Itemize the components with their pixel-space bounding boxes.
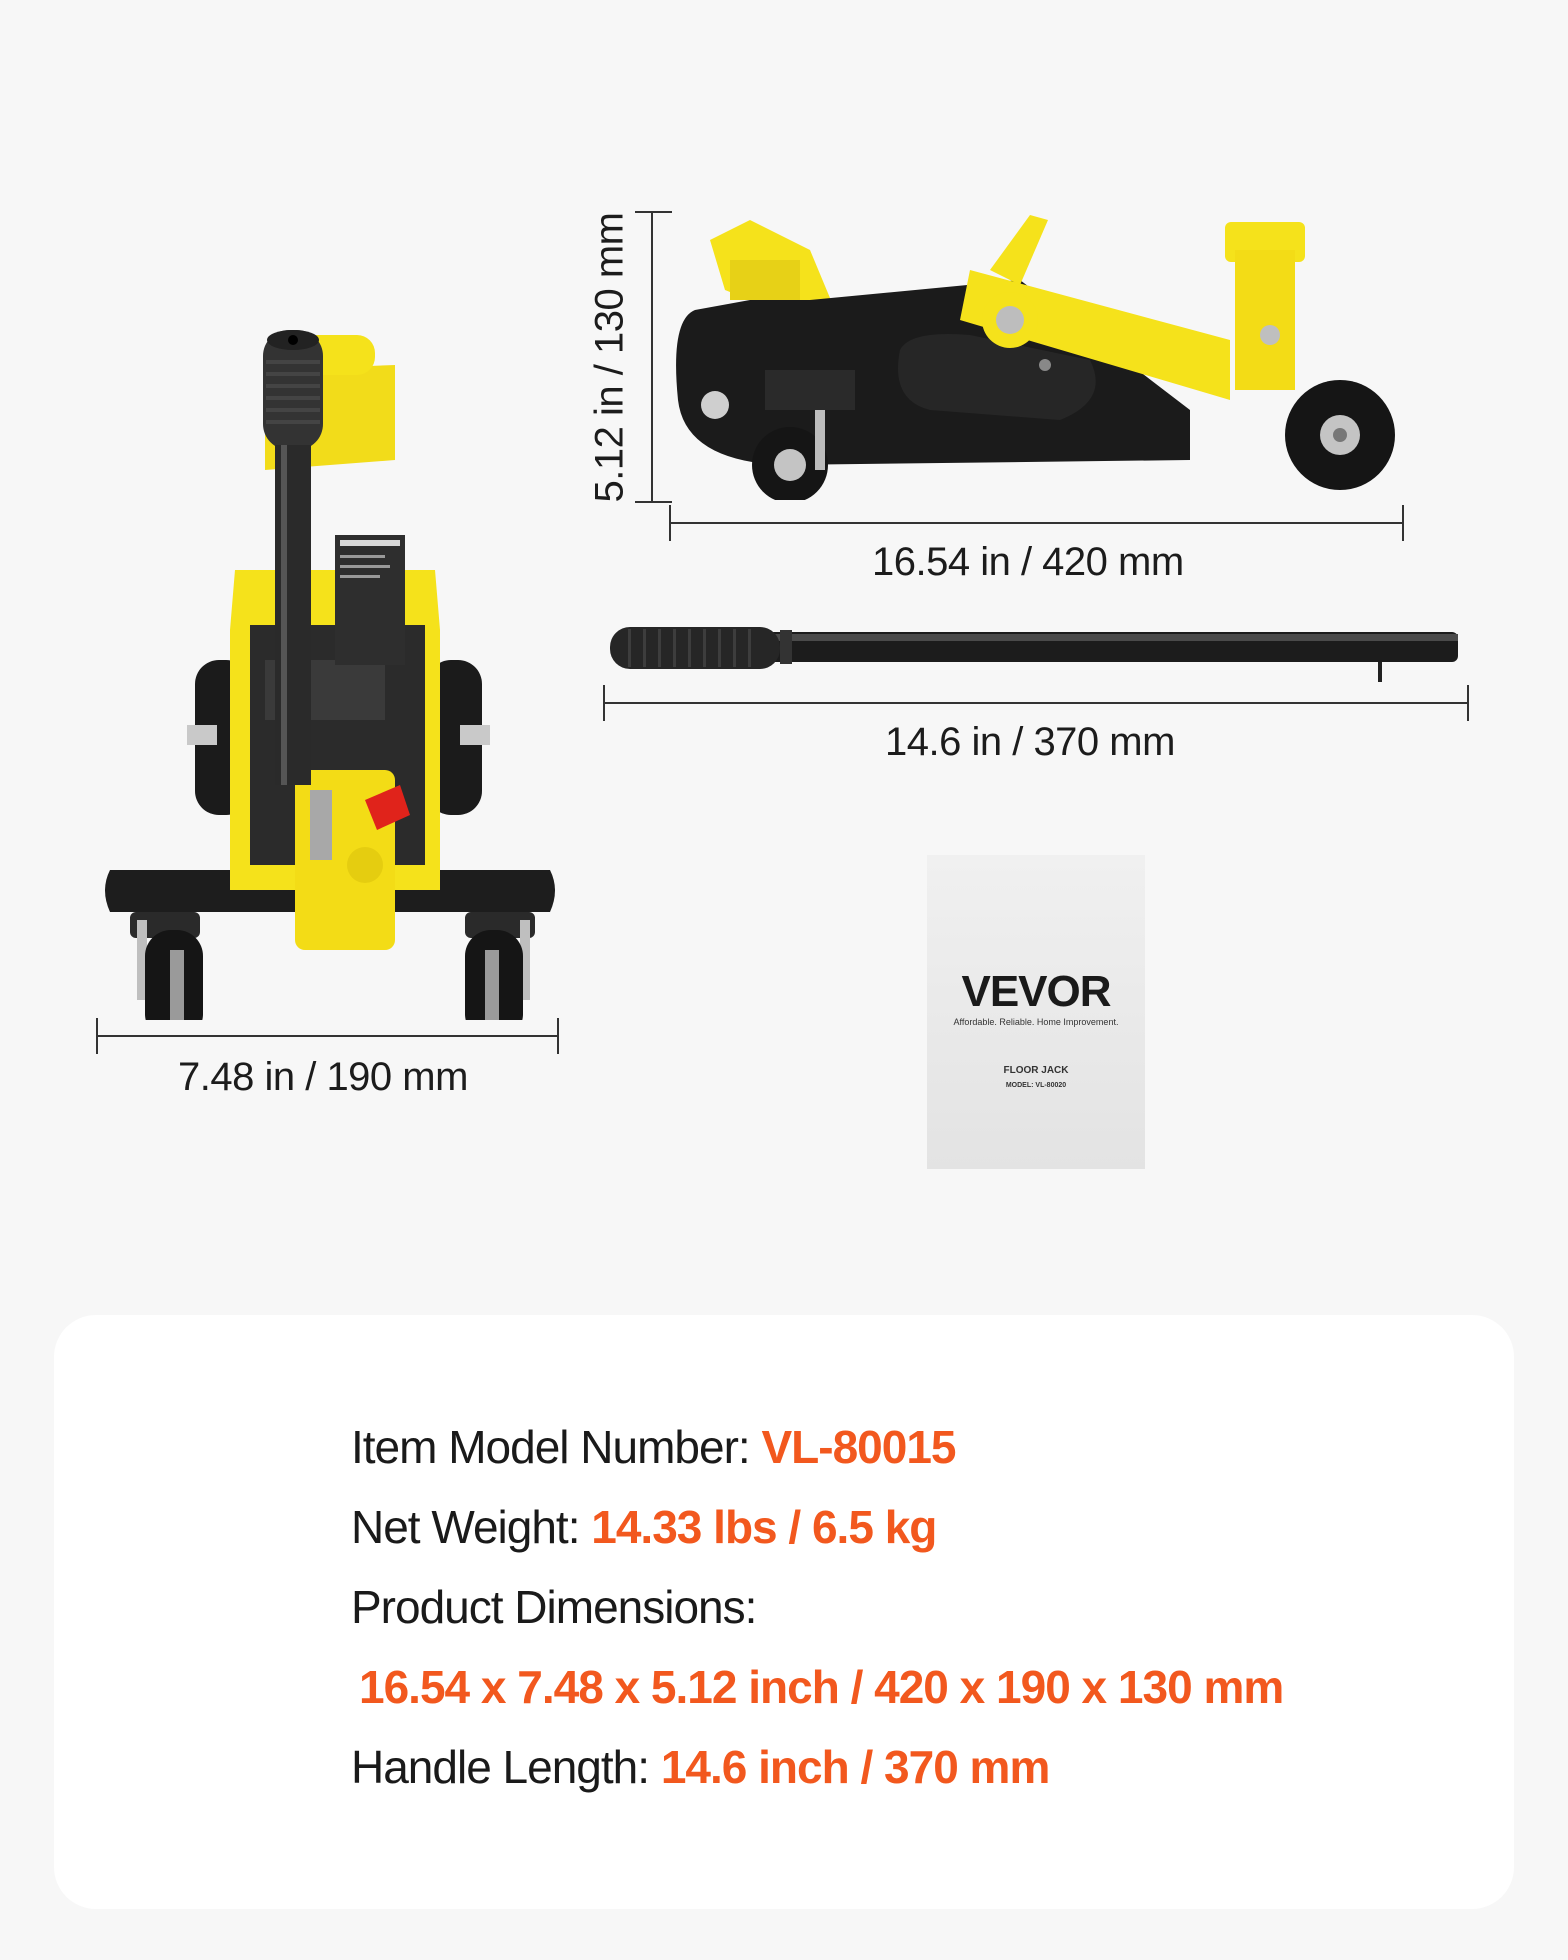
jack-handle — [608, 620, 1468, 685]
floor-jack-side-view — [670, 210, 1405, 500]
length-dimension-label: 16.54 in / 420 mm — [872, 540, 1184, 584]
height-dimension-line — [630, 210, 675, 505]
user-manual — [927, 855, 1145, 1169]
manual-brand: VEVOR — [961, 967, 1111, 1016]
spec-handle — [351, 1740, 1049, 1794]
spec-model — [351, 1420, 956, 1474]
width-dimension-line — [95, 1018, 560, 1058]
manual-tagline: Affordable. Reliable. Home Improvement. — [953, 1017, 1119, 1027]
spec-dimensions-value: 16.54 x 7.48 x 5.12 inch / 420 x 190 x 130 mm — [359, 1661, 1284, 1713]
height-dimension-label: 5.12 in / 130 mm — [587, 212, 632, 503]
spec-card — [54, 1315, 1514, 1909]
handle-dimension-line — [602, 685, 1470, 725]
manual-title: FLOOR JACK — [1003, 1065, 1069, 1076]
manual-model: MODEL: VL-80020 — [1005, 1082, 1067, 1089]
floor-jack-front-view — [95, 330, 575, 1020]
spec-handle-label: Handle Length: — [351, 1741, 650, 1793]
spec-weight-label: Net Weight: — [351, 1501, 580, 1553]
spec-dimensions-label: Product Dimensions: — [351, 1581, 757, 1633]
handle-dimension-label: 14.6 in / 370 mm — [885, 720, 1175, 764]
spec-weight-value: 14.33 lbs / 6.5 kg — [591, 1501, 937, 1553]
spec-model-value: VL-80015 — [761, 1421, 956, 1473]
length-dimension-line — [668, 505, 1405, 545]
spec-model-label: Item Model Number: — [351, 1421, 750, 1473]
spec-handle-value: 14.6 inch / 370 mm — [660, 1741, 1050, 1793]
width-dimension-label: 7.48 in / 190 mm — [178, 1055, 468, 1099]
spec-weight — [351, 1500, 936, 1554]
